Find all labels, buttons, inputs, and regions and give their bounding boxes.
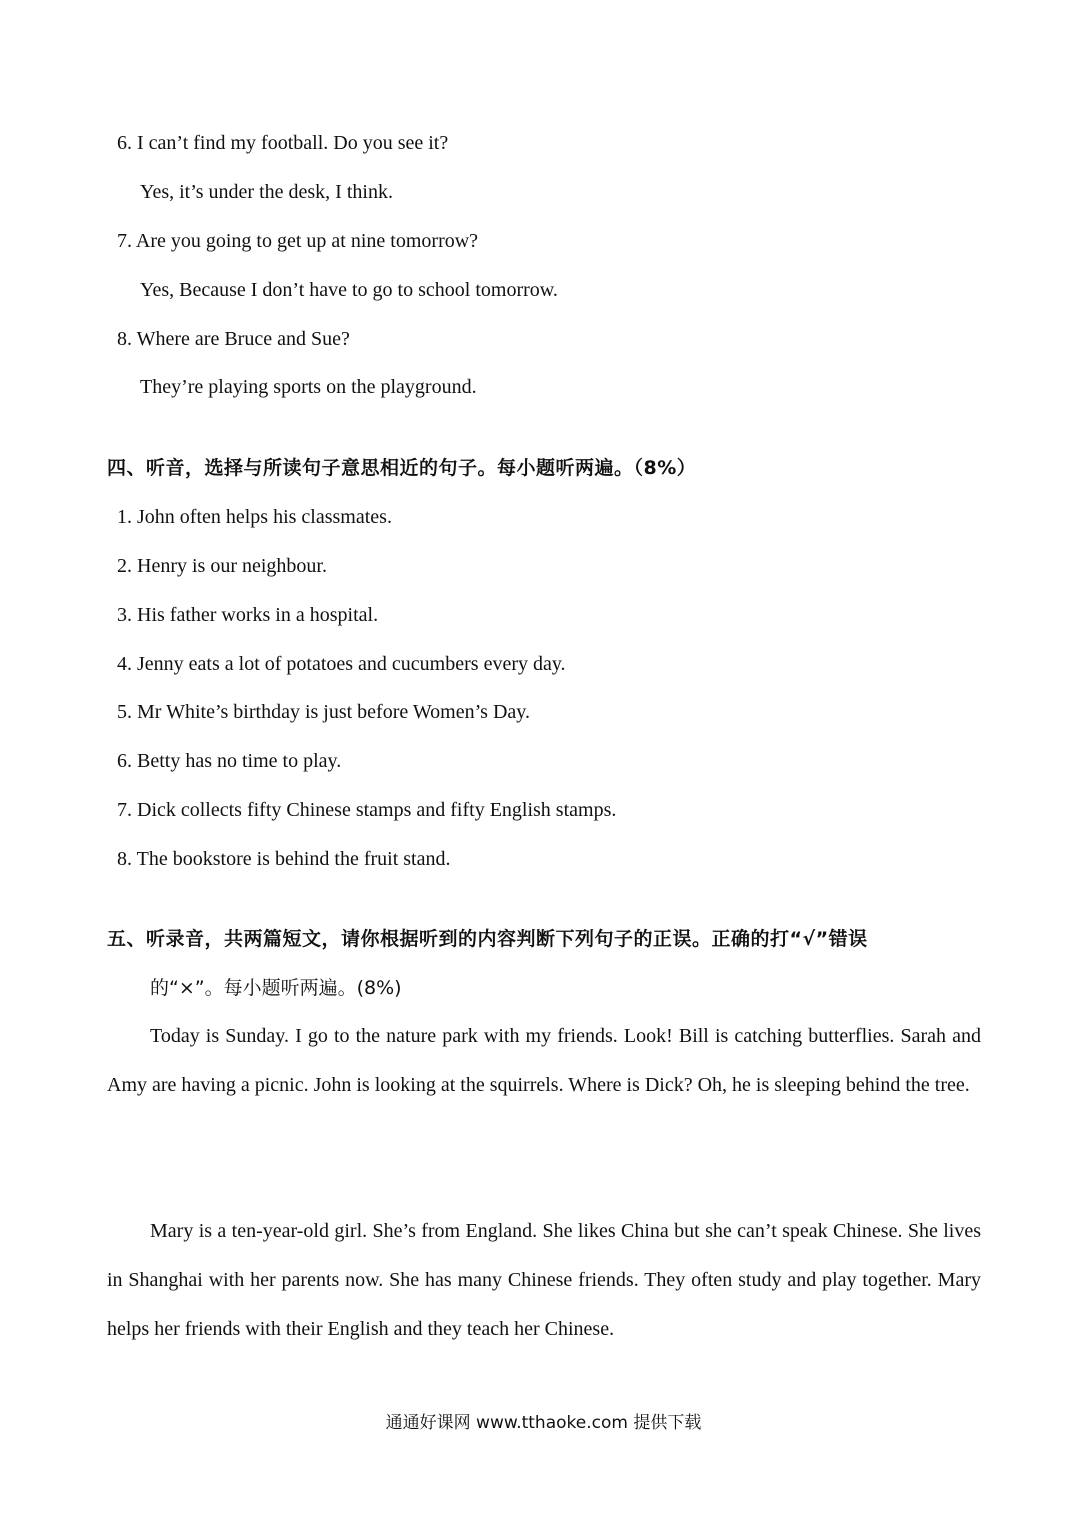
section-4-item-2: 2. Henry is our neighbour.: [117, 555, 327, 577]
section-4-item-5: 5. Mr White’s birthday is just before Women’s Day.: [117, 701, 530, 723]
question-7: 7. Are you going to get up at nine tomorrow?: [117, 230, 479, 252]
question-6: 6. I can’t find my football. Do you see it?: [117, 132, 449, 154]
question-8: 8. Where are Bruce and Sue?: [117, 328, 350, 350]
section-5-heading: 五、听录音，共两篇短文，请你根据听到的内容判断下列句子的正误。正确的打“√”错误: [107, 928, 868, 950]
answer-7: Yes, Because I don’t have to go to school tomorrow.: [140, 279, 558, 301]
section-4-item-3: 3. His father works in a hospital.: [117, 604, 379, 626]
section-4-item-6: 6. Betty has no time to play.: [117, 750, 342, 772]
section-4-item-7: 7. Dick collects fifty Chinese stamps and fifty English stamps.: [117, 799, 617, 821]
answer-6: Yes, it’s under the desk, I think.: [140, 181, 393, 203]
section-5-subheading: 的“×”。每小题听两遍。(8%): [150, 977, 402, 999]
answer-8: They’re playing sports on the playground.: [140, 376, 477, 398]
page-footer: 通通好课网 www.tthaoke.com 提供下载: [385, 1413, 702, 1433]
section-4-item-8: 8. The bookstore is behind the fruit stand.: [117, 848, 451, 870]
passage-1: Today is Sunday. I go to the nature park with my friends. Look! Bill is catching butterflies. Sarah and Amy are having a picnic. John is looking at the squirrels. Where is Dick? Oh, he is sleeping behind the tree.: [107, 1025, 981, 1096]
passage-2: Mary is a ten-year-old girl. She’s from England. She likes China but she can’t speak Chinese. She lives in Shanghai with her parents now. She has many Chinese friends. They often study and play together. Mary helps her friends with their English and they teach her Chinese.: [107, 1220, 981, 1340]
section-4-heading: 四、听音，选择与所读句子意思相近的句子。每小题听两遍。（8%）: [107, 457, 697, 479]
section-4-item-1: 1. John often helps his classmates.: [117, 506, 392, 528]
section-4-item-4: 4. Jenny eats a lot of potatoes and cucumbers every day.: [117, 653, 566, 675]
